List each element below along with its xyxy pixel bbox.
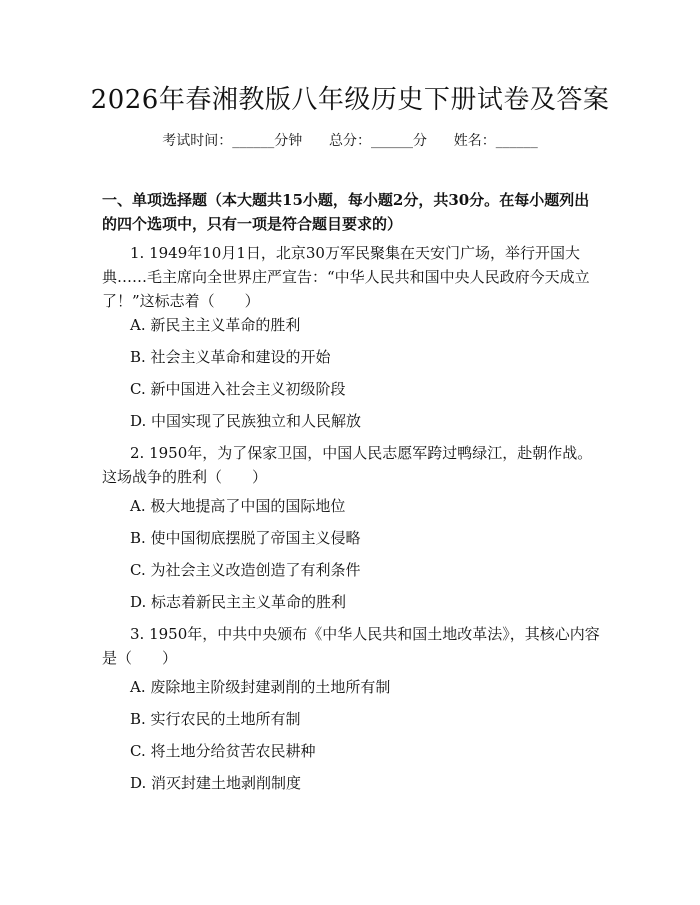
question-2-stem: 2. 1950年，为了保家卫国，中国人民志愿军跨过鸭绿江，赴朝作战。这场战争的胜利（ ）: [102, 444, 593, 486]
question-1-stem: 1. 1949年10月1日，北京30万军民聚集在天安门广场，举行开国大典……毛主席向全世界庄严宣告：“中华人民共和国中央人民政府今天成立了！”这标志着（ ）: [102, 244, 590, 310]
question-2-option-c: C. 为社会主义改造创造了有利条件: [130, 561, 361, 579]
page-title: 2026年春湘教版八年级历史下册试卷及答案: [90, 85, 610, 115]
question-3-option-d: D. 消灭封建土地剥削制度: [130, 774, 302, 792]
question-1-option-d: D. 中国实现了民族独立和人民解放: [130, 412, 362, 430]
question-3-option-a: A. 废除地主阶级封建剥削的土地所有制: [130, 678, 391, 696]
question-2-option-a: A. 极大地提高了中国的国际地位: [130, 497, 346, 515]
question-1-option-c: C. 新中国进入社会主义初级阶段: [130, 380, 346, 398]
question-1-option-b: B. 社会主义革命和建设的开始: [130, 348, 331, 366]
question-3-stem: 3. 1950年，中共中央颁布《中华人民共和国土地改革法》，其核心内容是（ ）: [102, 625, 600, 667]
question-1-option-a: A. 新民主主义革命的胜利: [130, 316, 301, 334]
question-2-option-b: B. 使中国彻底摆脱了帝国主义侵略: [130, 529, 361, 547]
question-3-option-b: B. 实行农民的土地所有制: [130, 710, 301, 728]
question-3-option-c: C. 将土地分给贫苦农民耕种: [130, 742, 316, 760]
question-2-option-d: D. 标志着新民主主义革命的胜利: [130, 593, 347, 611]
exam-info-line: 考试时间：______分钟 总分：______分 姓名：______: [162, 133, 538, 149]
section-heading: 一、单项选择题（本大题共15小题，每小题2分，共30分。在每小题列出的四个选项中，只有一项是符合题目要求的）: [102, 191, 590, 233]
